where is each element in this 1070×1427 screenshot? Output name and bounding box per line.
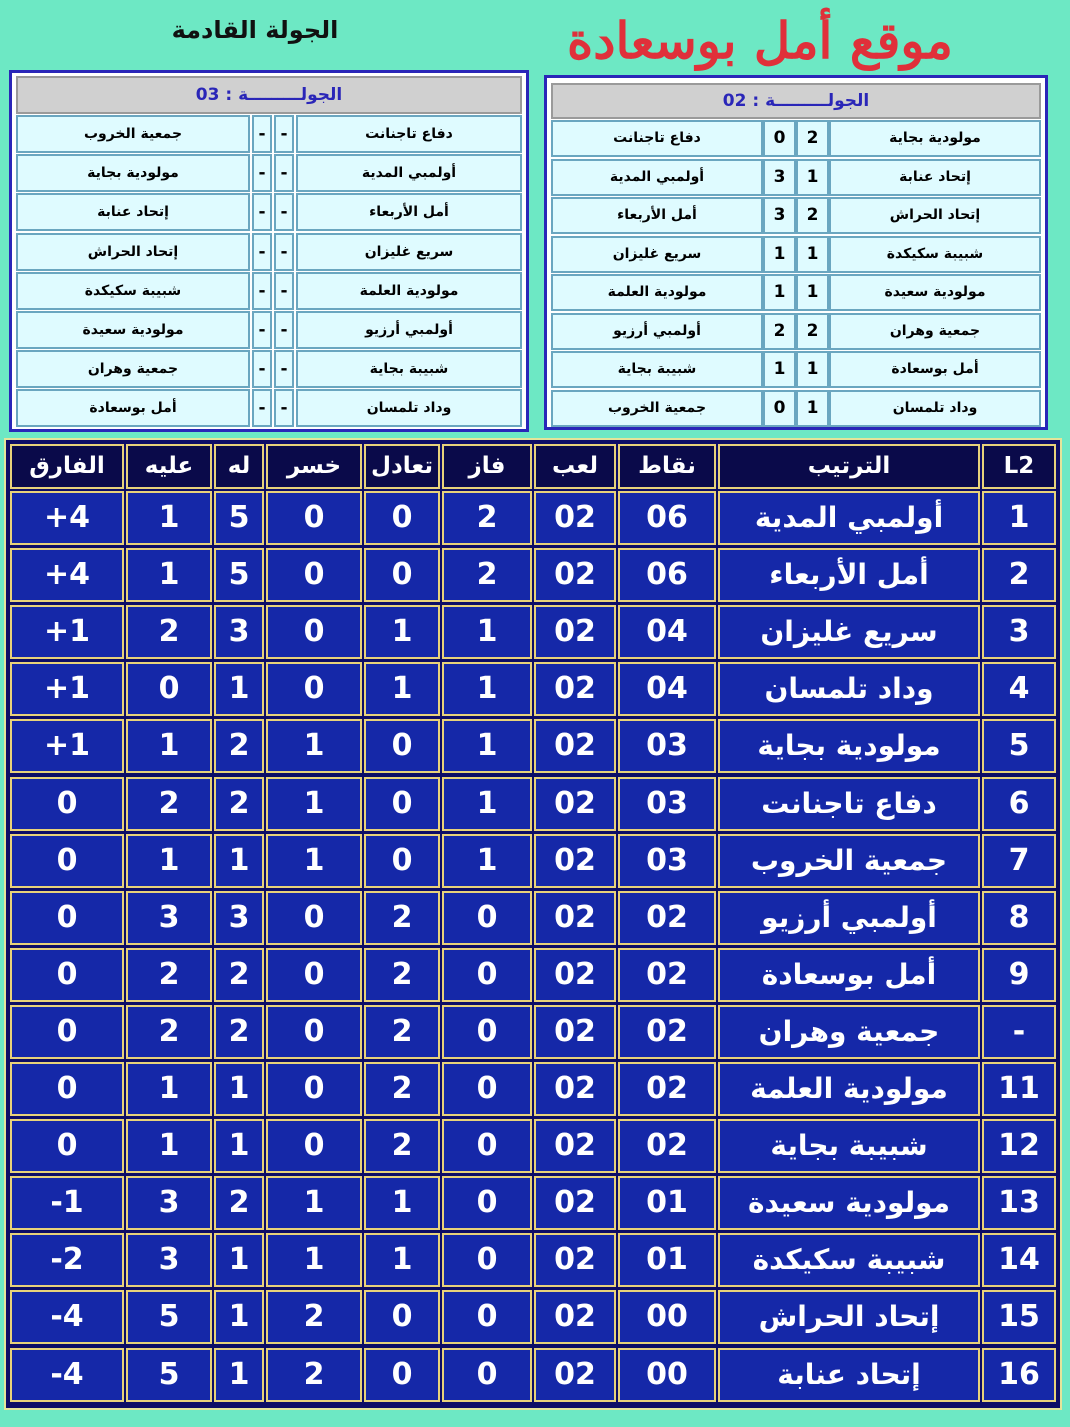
row-won: 1 <box>442 662 532 716</box>
row-points: 06 <box>618 491 716 545</box>
fixture-home-score: - <box>274 350 294 388</box>
fixture-home-team: أولمبي المدية <box>296 154 522 192</box>
header-rank: L2 <box>982 444 1056 489</box>
row-lost: 0 <box>266 948 362 1002</box>
row-points: 01 <box>618 1176 716 1230</box>
row-goals-against: 2 <box>126 948 212 1002</box>
row-won: 0 <box>442 1062 532 1116</box>
row-goals-against: 1 <box>126 491 212 545</box>
row-goals-against: 2 <box>126 605 212 659</box>
row-goals-against: 2 <box>126 1005 212 1059</box>
row-goals-for: 1 <box>214 1119 264 1173</box>
row-points: 02 <box>618 1062 716 1116</box>
row-points: 00 <box>618 1348 716 1402</box>
row-goal-diff: 0 <box>10 1062 124 1116</box>
match-away-score: 2 <box>763 313 796 350</box>
fixture-home-team: دفاع تاجنانت <box>296 115 522 153</box>
row-lost: 1 <box>266 834 362 888</box>
row-goals-for: 5 <box>214 548 264 602</box>
row-goal-diff: +1 <box>10 662 124 716</box>
match-away-score: 1 <box>763 236 796 273</box>
row-lost: 0 <box>266 891 362 945</box>
row-goal-diff: 0 <box>10 1119 124 1173</box>
row-lost: 0 <box>266 662 362 716</box>
row-goal-diff: +4 <box>10 548 124 602</box>
match-home-team: جمعية وهران <box>829 313 1041 350</box>
row-goal-diff: 0 <box>10 777 124 831</box>
fixture-away-score: - <box>252 193 272 231</box>
row-goals-for: 2 <box>214 1005 264 1059</box>
row-drawn: 2 <box>364 948 440 1002</box>
match-away-score: 1 <box>763 351 796 388</box>
row-played: 02 <box>534 891 616 945</box>
row-goals-for: 1 <box>214 1062 264 1116</box>
row-rank: 4 <box>982 662 1056 716</box>
row-goals-against: 3 <box>126 891 212 945</box>
fixture-home-score: - <box>274 193 294 231</box>
row-rank: 11 <box>982 1062 1056 1116</box>
row-won: 0 <box>442 891 532 945</box>
row-team-name: دفاع تاجنانت <box>718 777 980 831</box>
header-drawn: تعادل <box>364 444 440 489</box>
row-goals-for: 1 <box>214 834 264 888</box>
row-team-name: وداد تلمسان <box>718 662 980 716</box>
row-drawn: 1 <box>364 1176 440 1230</box>
row-goals-for: 1 <box>214 662 264 716</box>
match-away-team: أولمبي المدية <box>551 159 763 196</box>
row-drawn: 0 <box>364 834 440 888</box>
match-away-score: 3 <box>763 159 796 196</box>
row-points: 03 <box>618 777 716 831</box>
fixture-away-team: إتحاد الحراش <box>16 233 250 271</box>
row-goals-against: 1 <box>126 834 212 888</box>
row-rank: 15 <box>982 1290 1056 1344</box>
row-rank: 16 <box>982 1348 1056 1402</box>
row-goal-diff: -2 <box>10 1233 124 1287</box>
row-goal-diff: +1 <box>10 719 124 773</box>
row-drawn: 0 <box>364 548 440 602</box>
fixture-home-team: وداد تلمسان <box>296 389 522 427</box>
row-points: 06 <box>618 548 716 602</box>
round-02-label: الجولـــــــــة : 02 <box>551 83 1041 119</box>
match-away-team: دفاع تاجنانت <box>551 120 763 157</box>
row-goal-diff: +4 <box>10 491 124 545</box>
match-home-team: إتحاد عنابة <box>829 159 1041 196</box>
row-won: 1 <box>442 777 532 831</box>
row-team-name: أولمبي المدية <box>718 491 980 545</box>
row-won: 0 <box>442 1290 532 1344</box>
row-points: 03 <box>618 719 716 773</box>
row-played: 02 <box>534 662 616 716</box>
row-played: 02 <box>534 1348 616 1402</box>
fixture-home-score: - <box>274 233 294 271</box>
row-goals-for: 2 <box>214 948 264 1002</box>
row-drawn: 0 <box>364 777 440 831</box>
match-home-team: مولودية بجاية <box>829 120 1041 157</box>
round-02-results <box>544 75 1048 430</box>
fixture-home-score: - <box>274 154 294 192</box>
row-points: 03 <box>618 834 716 888</box>
row-drawn: 0 <box>364 1290 440 1344</box>
row-goals-for: 3 <box>214 891 264 945</box>
standings-table <box>4 438 1062 1410</box>
match-home-score: 1 <box>796 274 829 311</box>
fixture-away-team: جمعية الخروب <box>16 115 250 153</box>
row-goals-against: 2 <box>126 777 212 831</box>
row-lost: 1 <box>266 777 362 831</box>
fixture-home-score: - <box>274 115 294 153</box>
row-goals-for: 3 <box>214 605 264 659</box>
row-goals-for: 5 <box>214 491 264 545</box>
row-played: 02 <box>534 1119 616 1173</box>
row-goal-diff: 0 <box>10 1005 124 1059</box>
row-drawn: 0 <box>364 491 440 545</box>
match-home-score: 1 <box>796 236 829 273</box>
fixture-home-score: - <box>274 311 294 349</box>
fixture-home-team: شبيبة بجاية <box>296 350 522 388</box>
match-home-score: 2 <box>796 120 829 157</box>
row-goal-diff: 0 <box>10 948 124 1002</box>
fixture-away-score: - <box>252 389 272 427</box>
match-away-team: سريع غليزان <box>551 236 763 273</box>
row-goals-against: 3 <box>126 1176 212 1230</box>
row-goals-for: 2 <box>214 1176 264 1230</box>
match-away-team: شبيبة بجاية <box>551 351 763 388</box>
match-away-score: 0 <box>763 390 796 427</box>
row-goals-against: 1 <box>126 719 212 773</box>
row-won: 0 <box>442 948 532 1002</box>
match-home-team: شبيبة سكيكدة <box>829 236 1041 273</box>
row-played: 02 <box>534 1233 616 1287</box>
row-team-name: مولودية سعيدة <box>718 1176 980 1230</box>
row-team-name: مولودية بجاية <box>718 719 980 773</box>
row-lost: 1 <box>266 1233 362 1287</box>
row-team-name: سريع غليزان <box>718 605 980 659</box>
header-played: لعب <box>534 444 616 489</box>
row-points: 01 <box>618 1233 716 1287</box>
row-team-name: شبيبة بجاية <box>718 1119 980 1173</box>
row-played: 02 <box>534 491 616 545</box>
row-goal-diff: 0 <box>10 891 124 945</box>
row-goals-against: 3 <box>126 1233 212 1287</box>
match-away-team: أمل الأربعاء <box>551 197 763 234</box>
row-team-name: جمعية وهران <box>718 1005 980 1059</box>
match-home-team: أمل بوسعادة <box>829 351 1041 388</box>
row-goal-diff: 0 <box>10 834 124 888</box>
header-team-name: الترتيب <box>718 444 980 489</box>
match-home-score: 1 <box>796 390 829 427</box>
row-team-name: أمل بوسعادة <box>718 948 980 1002</box>
row-goal-diff: -4 <box>10 1348 124 1402</box>
row-team-name: أولمبي أرزيو <box>718 891 980 945</box>
fixture-away-team: جمعية وهران <box>16 350 250 388</box>
row-rank: 8 <box>982 891 1056 945</box>
row-won: 0 <box>442 1005 532 1059</box>
row-points: 02 <box>618 891 716 945</box>
match-home-team: وداد تلمسان <box>829 390 1041 427</box>
row-won: 1 <box>442 605 532 659</box>
fixture-away-score: - <box>252 311 272 349</box>
row-drawn: 1 <box>364 605 440 659</box>
match-home-team: مولودية سعيدة <box>829 274 1041 311</box>
row-played: 02 <box>534 1290 616 1344</box>
row-goals-for: 2 <box>214 719 264 773</box>
match-away-team: أولمبي أرزيو <box>551 313 763 350</box>
row-drawn: 2 <box>364 1005 440 1059</box>
row-won: 0 <box>442 1233 532 1287</box>
row-goal-diff: -1 <box>10 1176 124 1230</box>
row-rank: - <box>982 1005 1056 1059</box>
row-rank: 12 <box>982 1119 1056 1173</box>
round-03-fixtures <box>9 70 529 432</box>
row-goals-for: 2 <box>214 777 264 831</box>
match-home-team: إتحاد الحراش <box>829 197 1041 234</box>
fixture-home-team: سريع غليزان <box>296 233 522 271</box>
fixture-away-team: مولودية بجاية <box>16 154 250 192</box>
row-won: 2 <box>442 548 532 602</box>
row-points: 02 <box>618 948 716 1002</box>
fixture-home-score: - <box>274 272 294 310</box>
fixture-away-score: - <box>252 154 272 192</box>
fixture-home-team: مولودية العلمة <box>296 272 522 310</box>
match-home-score: 1 <box>796 159 829 196</box>
row-goals-against: 5 <box>126 1348 212 1402</box>
row-goals-against: 1 <box>126 1119 212 1173</box>
row-won: 2 <box>442 491 532 545</box>
fixture-away-score: - <box>252 272 272 310</box>
row-lost: 0 <box>266 1119 362 1173</box>
fixture-away-score: - <box>252 350 272 388</box>
row-drawn: 0 <box>364 719 440 773</box>
row-points: 00 <box>618 1290 716 1344</box>
row-rank: 1 <box>982 491 1056 545</box>
row-rank: 5 <box>982 719 1056 773</box>
match-away-score: 3 <box>763 197 796 234</box>
row-played: 02 <box>534 548 616 602</box>
row-points: 02 <box>618 1119 716 1173</box>
match-home-score: 2 <box>796 313 829 350</box>
round-03-label: الجولـــــــــة : 03 <box>16 76 522 114</box>
fixture-away-team: أمل بوسعادة <box>16 389 250 427</box>
fixture-away-team: شبيبة سكيكدة <box>16 272 250 310</box>
row-rank: 9 <box>982 948 1056 1002</box>
row-rank: 3 <box>982 605 1056 659</box>
row-played: 02 <box>534 605 616 659</box>
row-rank: 6 <box>982 777 1056 831</box>
fixture-home-score: - <box>274 389 294 427</box>
row-team-name: مولودية العلمة <box>718 1062 980 1116</box>
row-team-name: إتحاد الحراش <box>718 1290 980 1344</box>
fixture-away-team: إتحاد عنابة <box>16 193 250 231</box>
row-lost: 1 <box>266 719 362 773</box>
fixture-away-team: مولودية سعيدة <box>16 311 250 349</box>
row-goals-against: 0 <box>126 662 212 716</box>
row-team-name: أمل الأربعاء <box>718 548 980 602</box>
match-away-team: جمعية الخروب <box>551 390 763 427</box>
fixture-away-score: - <box>252 115 272 153</box>
row-goals-against: 5 <box>126 1290 212 1344</box>
row-won: 0 <box>442 1119 532 1173</box>
row-lost: 2 <box>266 1290 362 1344</box>
row-drawn: 1 <box>364 1233 440 1287</box>
row-rank: 2 <box>982 548 1056 602</box>
fixture-home-team: أمل الأربعاء <box>296 193 522 231</box>
row-goal-diff: +1 <box>10 605 124 659</box>
row-goal-diff: -4 <box>10 1290 124 1344</box>
row-lost: 0 <box>266 1062 362 1116</box>
row-played: 02 <box>534 948 616 1002</box>
match-home-score: 1 <box>796 351 829 388</box>
row-lost: 0 <box>266 605 362 659</box>
header-points: نقاط <box>618 444 716 489</box>
row-rank: 13 <box>982 1176 1056 1230</box>
fixture-away-score: - <box>252 233 272 271</box>
row-played: 02 <box>534 1062 616 1116</box>
row-lost: 0 <box>266 491 362 545</box>
match-away-team: مولودية العلمة <box>551 274 763 311</box>
row-played: 02 <box>534 719 616 773</box>
row-played: 02 <box>534 834 616 888</box>
row-lost: 2 <box>266 1348 362 1402</box>
header-goals-for: له <box>214 444 264 489</box>
row-drawn: 0 <box>364 1348 440 1402</box>
row-won: 1 <box>442 719 532 773</box>
header-won: فاز <box>442 444 532 489</box>
match-home-score: 2 <box>796 197 829 234</box>
match-away-score: 1 <box>763 274 796 311</box>
row-played: 02 <box>534 1176 616 1230</box>
row-points: 02 <box>618 1005 716 1059</box>
row-team-name: جمعية الخروب <box>718 834 980 888</box>
row-rank: 14 <box>982 1233 1056 1287</box>
row-lost: 0 <box>266 548 362 602</box>
next-round-title: الجولة القادمة <box>171 16 339 44</box>
header-lost: خسر <box>266 444 362 489</box>
row-won: 0 <box>442 1348 532 1402</box>
row-goals-against: 1 <box>126 1062 212 1116</box>
row-goals-against: 1 <box>126 548 212 602</box>
row-goals-for: 1 <box>214 1348 264 1402</box>
row-lost: 0 <box>266 1005 362 1059</box>
row-lost: 1 <box>266 1176 362 1230</box>
row-won: 0 <box>442 1176 532 1230</box>
row-goals-for: 1 <box>214 1233 264 1287</box>
match-away-score: 0 <box>763 120 796 157</box>
row-drawn: 2 <box>364 891 440 945</box>
row-team-name: شبيبة سكيكدة <box>718 1233 980 1287</box>
row-drawn: 1 <box>364 662 440 716</box>
row-drawn: 2 <box>364 1062 440 1116</box>
row-goals-for: 1 <box>214 1290 264 1344</box>
row-points: 04 <box>618 605 716 659</box>
row-points: 04 <box>618 662 716 716</box>
row-drawn: 2 <box>364 1119 440 1173</box>
row-team-name: إتحاد عنابة <box>718 1348 980 1402</box>
row-won: 1 <box>442 834 532 888</box>
row-rank: 7 <box>982 834 1056 888</box>
site-title: موقع أمل بوسعادة <box>567 11 953 70</box>
header-goals-against: عليه <box>126 444 212 489</box>
fixture-home-team: أولمبي أرزيو <box>296 311 522 349</box>
header-goal-diff: الفارق <box>10 444 124 489</box>
row-played: 02 <box>534 1005 616 1059</box>
row-played: 02 <box>534 777 616 831</box>
